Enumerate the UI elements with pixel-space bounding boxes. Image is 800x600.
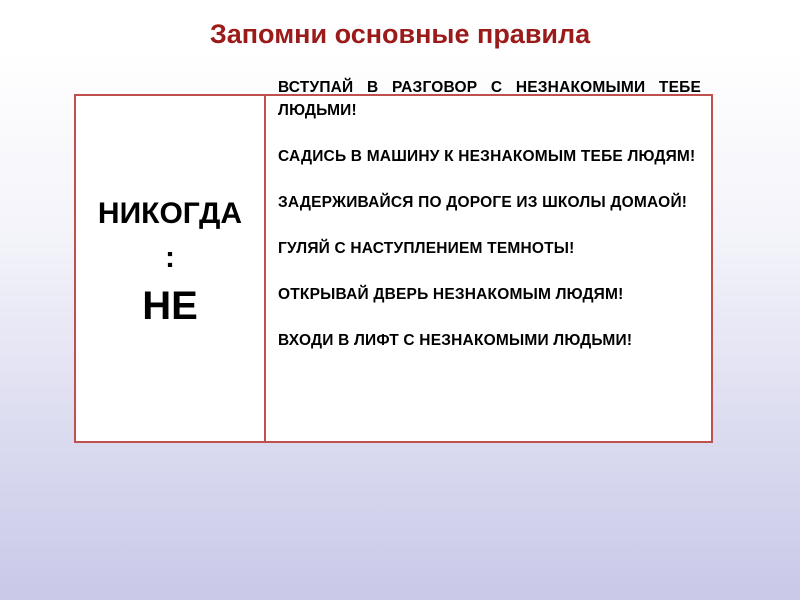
never-word: НИКОГДА: [97, 197, 243, 230]
rule-item: ВХОДИ В ЛИФТ С НЕЗНАКОМЫМИ ЛЮДЬМИ!: [278, 332, 633, 349]
rule-item: ОТКРЫВАЙ ДВЕРЬ НЕЗНАКОМЫМ ЛЮДЯМ!: [278, 286, 624, 303]
rule-item: ВСТУПАЙ В РАЗГОВОР С НЕЗНАКОМЫМИ ТЕБЕ ЛЮДЬМИ!: [278, 79, 701, 119]
rule-item: ЗАДЕРЖИВАЙСЯ ПО ДОРОГЕ ИЗ ШКОЛЫ ДОМАОЙ!: [278, 194, 688, 211]
rule-item: ГУЛЯЙ С НАСТУПЛЕНИЕМ ТЕМНОТЫ!: [278, 240, 575, 257]
never-ne: НЕ: [142, 284, 198, 328]
never-cell: [76, 96, 264, 441]
rules-list: [278, 76, 701, 352]
table-divider: [264, 94, 266, 443]
rule-item: САДИСЬ В МАШИНУ К НЕЗНАКОМЫМ ТЕБЕ ЛЮДЯМ!: [278, 148, 696, 165]
slide-title: Запомни основные правила: [209, 19, 591, 49]
never-colon: :: [165, 241, 175, 274]
